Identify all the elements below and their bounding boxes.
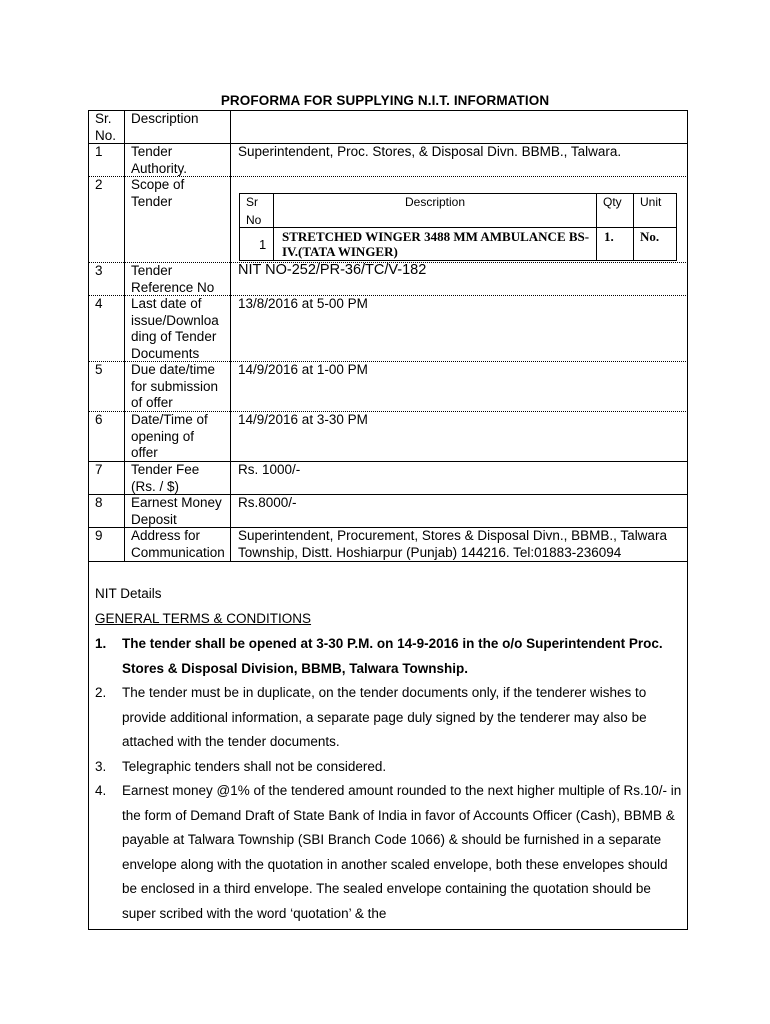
scope-item-qty: 1. [604, 229, 614, 244]
row-value-address: Superintendent, Procurement, Stores & Disposal Divn., BBMB., Talwara Township, Distt. Hoshiarpur (Punjab) 144216. Tel:01883-236094 [238, 528, 667, 560]
scope-header-sr-no: Sr No [246, 195, 262, 227]
row-label-tender-reference: Tender Reference No [131, 263, 215, 295]
row-value-due-date: 14/9/2016 at 1-00 PM [238, 362, 368, 377]
row-value-earnest-money: Rs.8000/- [238, 495, 297, 510]
row-sr: 7 [95, 462, 103, 477]
list-item-text: Earnest money @1% of the tendered amount rounded to the next higher multiple of Rs.10/- in the form of Demand Draft of State Bank of India in favor of Accounts Officer (Cash), BBMB & payable at Talwara Township (SBI Branch Code 1066) & should be furnished in a separate envelope along with the quotation in another scaled envelope, both these envelopes should be enclosed in a third envelope. The sealed envelope containing the quotation should be super scribed with the word ‘quotation’ & the [122, 783, 682, 921]
list-item-number: 1. [95, 636, 107, 651]
document-title: PROFORMA FOR SUPPLYING N.I.T. INFORMATION [220, 93, 550, 108]
row-value-tender-reference: NIT NO-252/PR-36/TC/V-182 [238, 262, 427, 278]
scope-header-qty: Qty [603, 195, 622, 209]
row-sr: 6 [95, 412, 103, 427]
row-value-opening-date: 14/9/2016 at 3-30 PM [238, 412, 368, 427]
row-sr: 8 [95, 495, 103, 510]
list-item-number: 4. [95, 783, 107, 798]
row-sr: 3 [95, 263, 103, 278]
row-sr: 5 [95, 362, 103, 377]
scope-header-unit: Unit [640, 195, 662, 209]
row-label-last-date-of-issue: Last date of issue/Downloa ding of Tender Documents [131, 296, 219, 361]
row-label-scope-of-tender: Scope of Tender [131, 177, 185, 209]
general-terms-heading: GENERAL TERMS & CONDITIONS [95, 611, 312, 626]
scope-item-description: STRETCHED WINGER 3488 MM AMBULANCE BS-IV.(TATA WINGER) [282, 229, 590, 259]
list-item [95, 632, 685, 681]
list-item-number: 2. [95, 685, 107, 700]
table-rule [88, 561, 688, 562]
list-item-number: 3. [95, 758, 107, 774]
header-description: Description [131, 111, 199, 126]
row-label-tender-fee: Tender Fee (Rs. / $) [131, 462, 200, 494]
list-item-text: The tender must be in duplicate, on the tender documents only, if the tenderer wishes to provide additional information, a separate page duly signed by the tenderer may also be attached with the tender documents. [122, 685, 647, 749]
row-value-tender-authority: Superintendent, Proc. Stores, & Disposal Divn. BBMB., Talwara. [238, 144, 622, 159]
header-sr-no: Sr. No. [95, 111, 117, 143]
scope-table-rule [239, 227, 677, 228]
scope-item-sr: 1 [259, 237, 267, 252]
list-item [95, 779, 685, 926]
list-item-text: Telegraphic tenders shall not be considered. [122, 758, 387, 774]
row-label-opening-date: Date/Time of opening of offer [131, 412, 208, 460]
row-sr: 2 [95, 177, 103, 192]
scope-item-unit: No. [640, 229, 660, 244]
row-sr: 1 [95, 144, 103, 159]
scope-header-description: Description [404, 195, 466, 209]
row-label-tender-authority: Tender Authority. [131, 144, 188, 176]
list-item-text: The tender shall be opened at 3-30 P.M. on 14-9-2016 in the o/o Superintendent Proc. Stores & Disposal Division, BBMB, Talwara Township. [122, 636, 663, 676]
row-value-last-date-of-issue: 13/8/2016 at 5-00 PM [238, 296, 368, 311]
row-label-address: Address for Communication [131, 528, 225, 560]
row-label-due-date: Due date/time for submission of offer [131, 362, 219, 410]
row-sr: 4 [95, 296, 103, 311]
terms-list [95, 632, 685, 926]
row-sr: 9 [95, 528, 103, 543]
nit-details-heading: NIT Details [95, 586, 162, 601]
list-item [95, 755, 685, 780]
list-item [95, 681, 685, 755]
row-label-earnest-money: Earnest Money Deposit [131, 495, 222, 527]
row-value-tender-fee: Rs. 1000/- [238, 462, 301, 477]
